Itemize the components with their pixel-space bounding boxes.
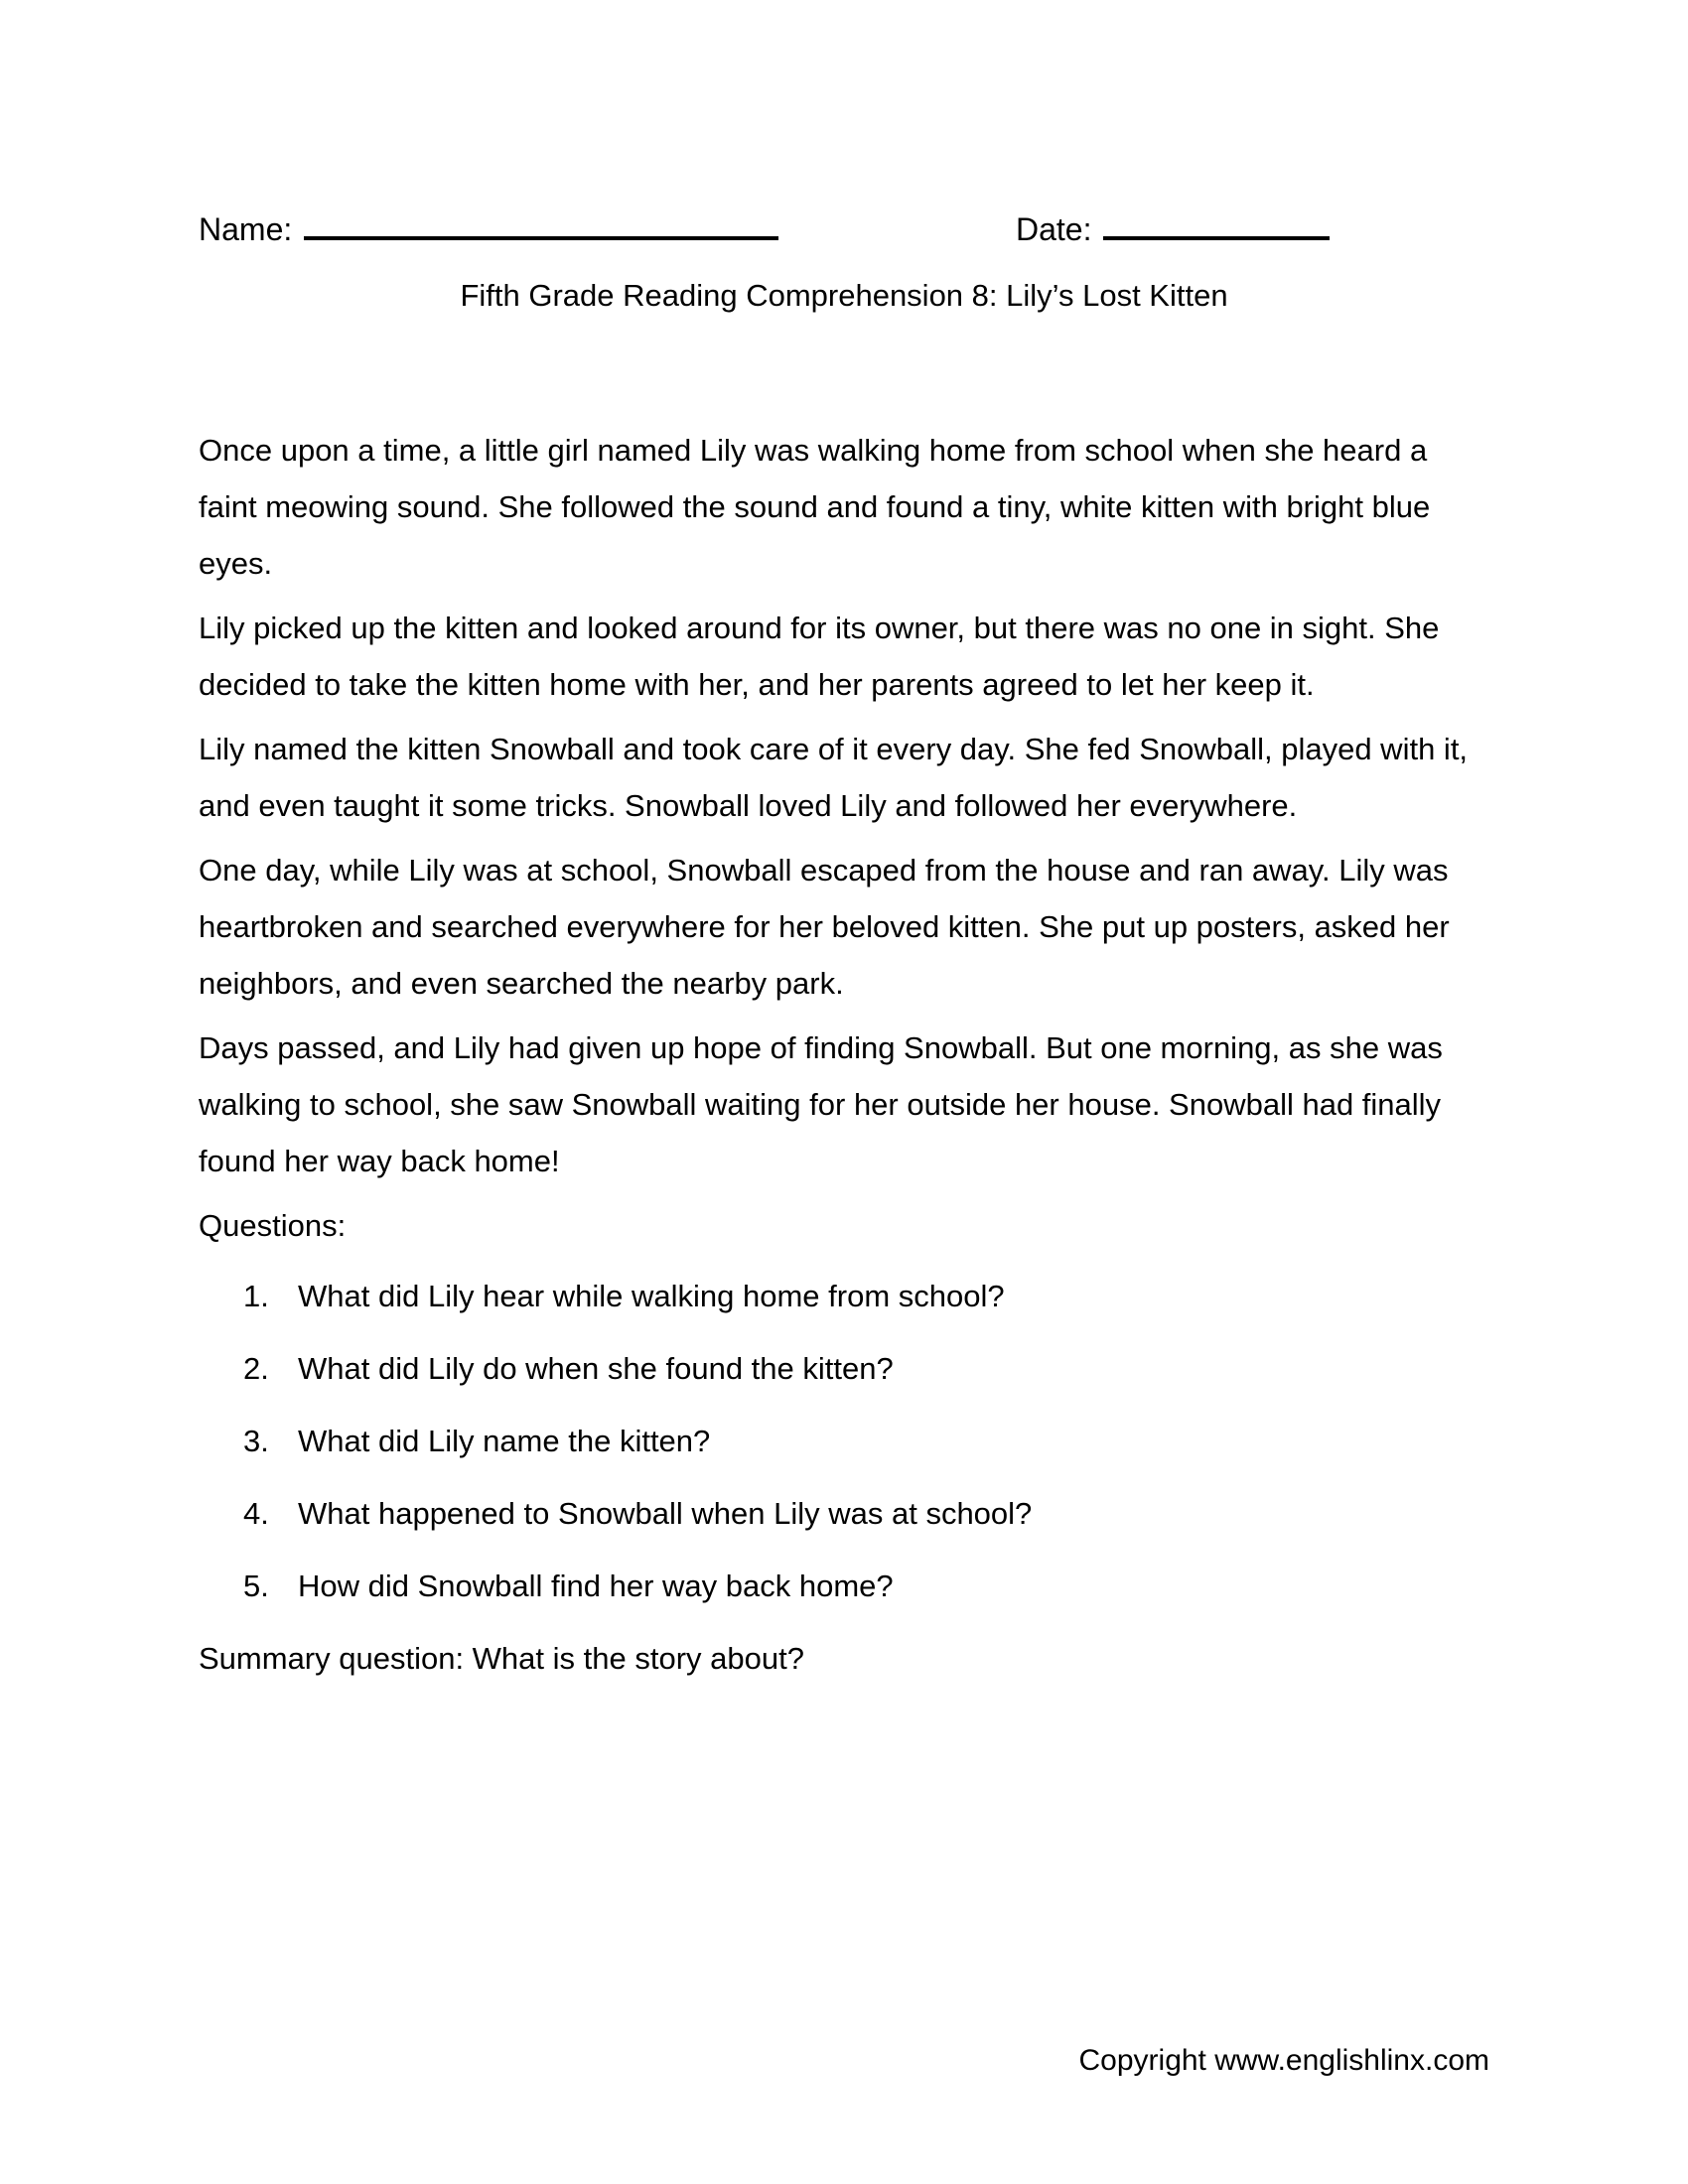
name-label: Name: [199, 211, 293, 247]
question-text: What did Lily name the kitten? [298, 1424, 711, 1458]
question-number: 3. [243, 1424, 269, 1458]
page-title: Fifth Grade Reading Comprehension 8: Lily’s Lost Kitten [460, 278, 1228, 313]
question-text: How did Snowball find her way back home? [298, 1569, 894, 1603]
story-paragraph: Lily picked up the kitten and looked around for its owner, but there was no one in sight. She decided to take the kitten home with her, and her parents agreed to let her keep it. [199, 611, 1440, 702]
question-number: 4. [243, 1496, 269, 1531]
name-blank-line [304, 201, 778, 240]
question-text: What did Lily do when she found the kitten? [298, 1351, 894, 1386]
question-number: 1. [243, 1279, 269, 1313]
questions-list [199, 1268, 1489, 1614]
copyright-notice: Copyright www.englishlinx.com [1078, 2044, 1489, 2077]
summary-question: Summary question: What is the story about? [199, 1641, 804, 1676]
question-item [199, 1268, 1489, 1324]
date-label: Date: [1016, 211, 1092, 247]
date-blank-line [1103, 201, 1330, 240]
question-number: 5. [243, 1569, 269, 1603]
story-paragraph: Lily named the kitten Snowball and took care of it every day. She fed Snowball, played with it, and even taught it some tricks. Snowball loved Lily and followed her everywhere. [199, 732, 1469, 823]
question-item [199, 1485, 1489, 1542]
question-item [199, 1558, 1489, 1614]
name-field-group [199, 201, 778, 248]
story-paragraph: One day, while Lily was at school, Snowball escaped from the house and ran away. Lily was heartbroken and searched everywhere for her beloved kitten. She put up posters, asked her neighbors, and even searched the nearby park. [199, 853, 1450, 1001]
question-text: What happened to Snowball when Lily was at school? [298, 1496, 1033, 1531]
question-item [199, 1413, 1489, 1469]
questions-heading: Questions: [199, 1208, 347, 1243]
header-row [199, 201, 1489, 260]
question-item [199, 1340, 1489, 1397]
date-field-group [1016, 201, 1330, 248]
worksheet-content [199, 422, 1489, 1687]
question-text: What did Lily hear while walking home from school? [298, 1279, 1005, 1313]
story-paragraph: Days passed, and Lily had given up hope of finding Snowball. But one morning, as she was walking to school, she saw Snowball waiting for her outside her house. Snowball had finally found her way back home! [199, 1030, 1443, 1178]
story-paragraph: Once upon a time, a little girl named Lily was walking home from school when she heard a faint meowing sound. She followed the sound and found a tiny, white kitten with bright blue eyes. [199, 433, 1431, 581]
question-number: 2. [243, 1351, 269, 1386]
